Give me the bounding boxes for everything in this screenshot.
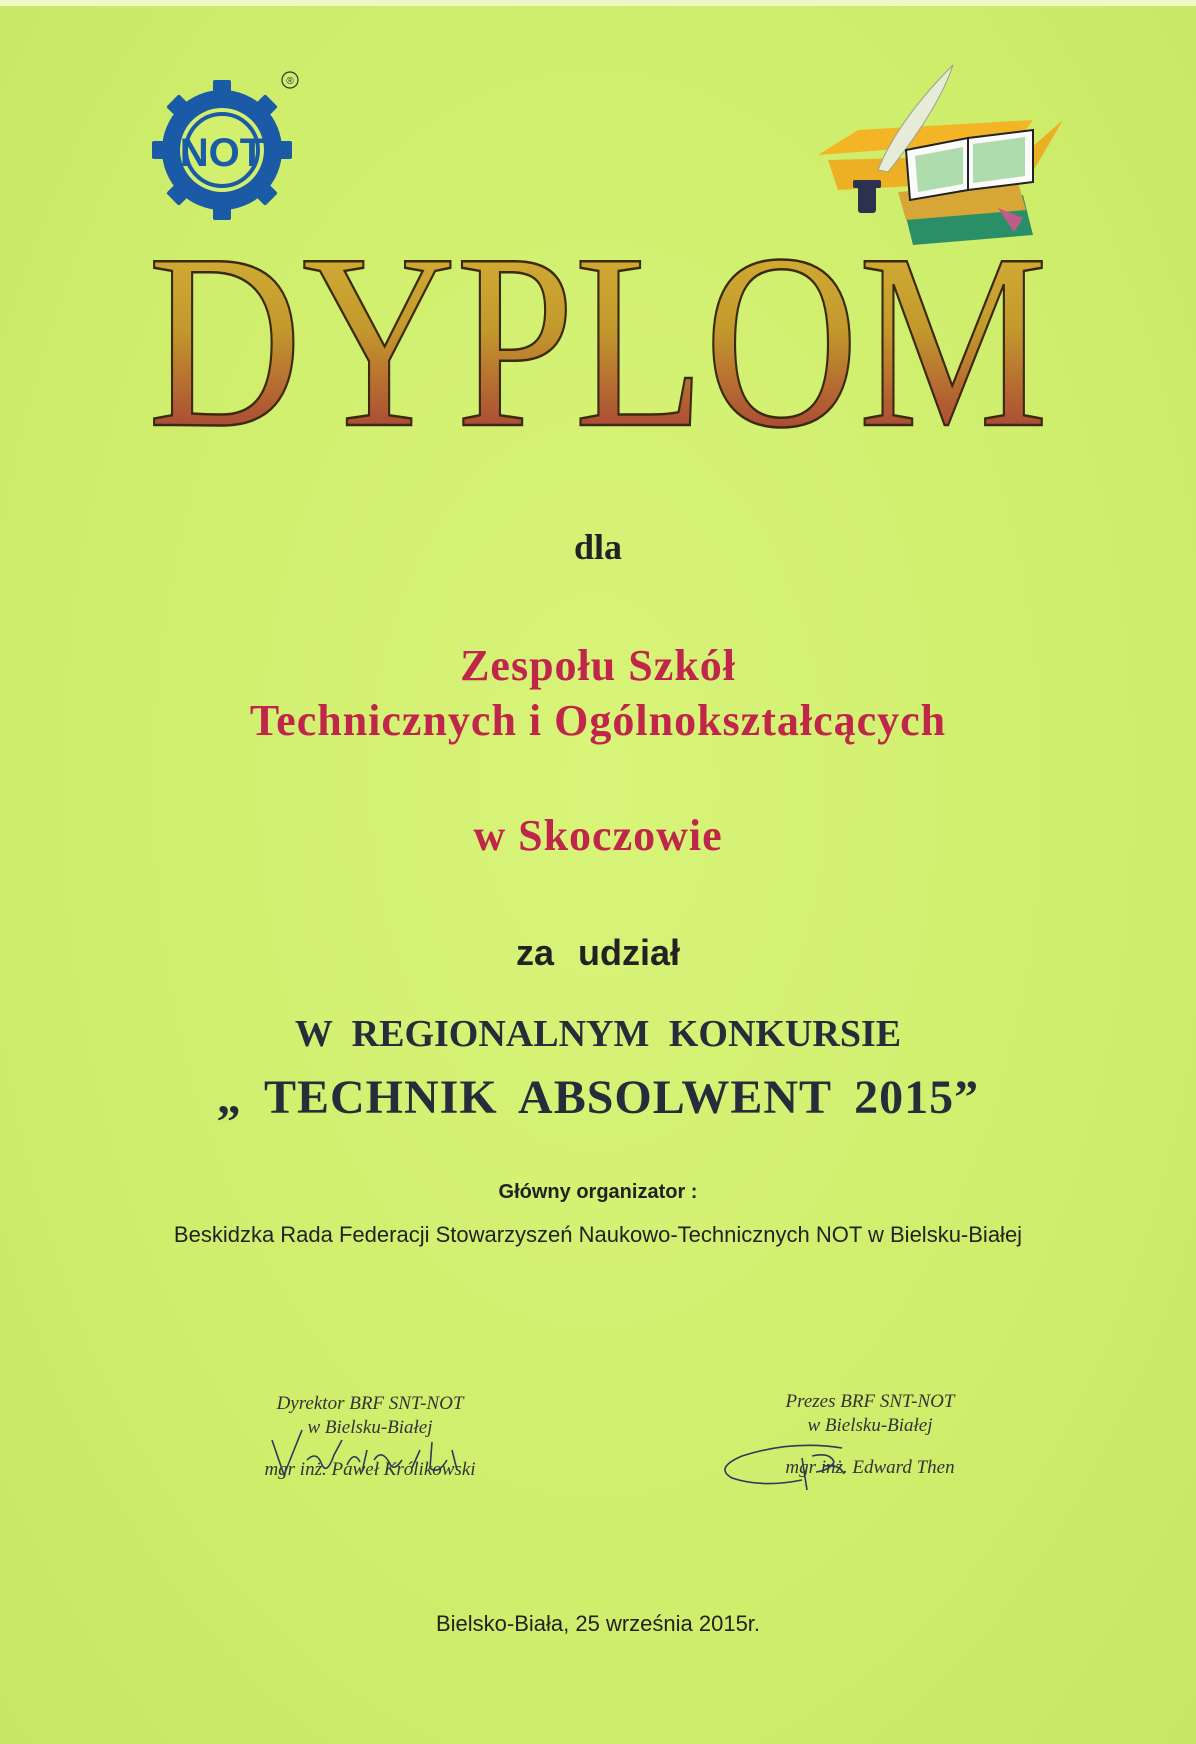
signature-right-place: w Bielsku-Białej [807, 1415, 933, 1436]
signature-right-handwriting [712, 1428, 912, 1498]
signature-right-name: mgr inż. Edward Then [785, 1457, 955, 1478]
registered-mark: ® [286, 76, 294, 87]
title-text: DYPLOM [148, 215, 1048, 455]
signature-right-role: Prezes BRF SNT-NOT [785, 1391, 955, 1412]
date-and-place: Bielsko-Biała, 25 września 2015r. [435, 1611, 761, 1636]
recipient-line-3: w Skoczowie [473, 811, 723, 860]
not-gear-logo [150, 68, 310, 228]
for-label: dla [573, 527, 623, 567]
contest-line-1: W REGIONALNYM KONKURSIE [294, 1013, 902, 1055]
signature-left-name: mgr inż. Paweł Królikowski [264, 1459, 476, 1480]
recipient-line-1: Zespołu Szkół [460, 641, 736, 690]
signature-left-handwriting [262, 1420, 482, 1480]
not-logo-text: NOT [179, 131, 265, 175]
organizer-name: Beskidzka Rada Federacji Stowarzyszeń Naukowo-Technicznych NOT w Bielsku-Białej [173, 1222, 1023, 1247]
signature-left-place: w Bielsku-Białej [307, 1417, 433, 1438]
contest-line-2: „ TECHNIK ABSOLWENT 2015” [216, 1071, 980, 1124]
signature-left-role: Dyrektor BRF SNT-NOT [276, 1393, 464, 1414]
recipient-line-2: Technicznych i Ogólnokształcących [249, 696, 947, 745]
diploma-title [0, 215, 1196, 455]
organizer-label: Główny organizator : [498, 1181, 698, 1203]
top-edge [0, 0, 1196, 6]
reason-text: za udział [515, 932, 681, 973]
